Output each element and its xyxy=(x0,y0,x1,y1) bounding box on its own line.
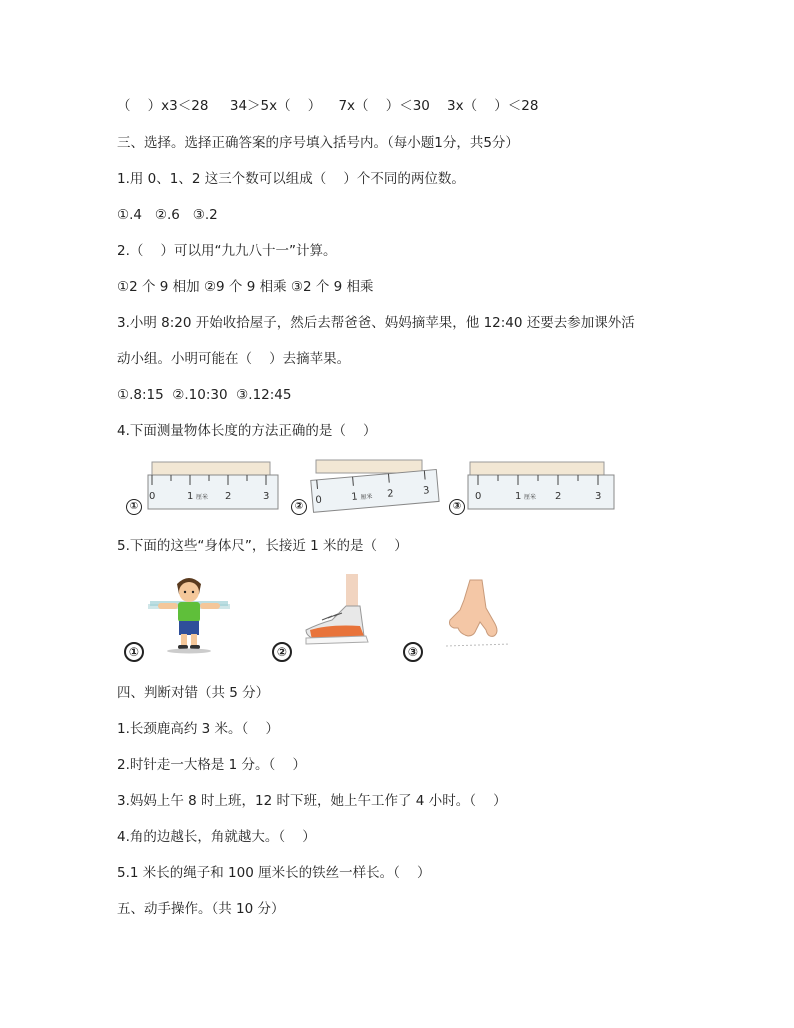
ruler-tick-label: 2 xyxy=(555,491,562,502)
ruler-tick-label: 1 xyxy=(187,491,194,502)
ruler-option-1-mark: ① xyxy=(126,499,142,515)
ruler-figure-2 xyxy=(308,456,444,514)
ruler-figure-3 xyxy=(466,458,618,514)
question-3-line2: 动小组。小明可能在（ ）去摘苹果。 xyxy=(117,351,351,367)
body-option-1-mark: ① xyxy=(124,642,144,662)
ruler-tick-label: 3 xyxy=(263,491,270,502)
ruler-unit-label: 厘米 xyxy=(360,493,373,502)
measured-object xyxy=(152,462,270,475)
question-1: 1.用 0、1、2 这三个数可以组成（ ）个不同的两位数。 xyxy=(117,171,465,187)
ruler-figure-1 xyxy=(146,458,286,514)
measured-object xyxy=(316,460,422,473)
section-5-heading: 五、动手操作。（共 10 分） xyxy=(117,901,285,917)
ruler-tick-label: 3 xyxy=(422,485,430,497)
ruler-option-3-mark: ③ xyxy=(449,499,465,515)
question-3-options: ①.8:15 ②.10:30 ③.12:45 xyxy=(117,387,292,403)
measured-object xyxy=(470,462,604,475)
question-3-line1: 3.小明 8:20 开始收拾屋子，然后去帮爸爸、妈妈摘苹果，他 12:40 还要去参加课外活 xyxy=(117,315,635,331)
body-option-3-mark: ③ xyxy=(403,642,423,662)
ruler-body xyxy=(468,475,614,509)
question-4: 4.下面测量物体长度的方法正确的是（ ） xyxy=(117,423,377,439)
question-1-options: ①.4 ②.6 ③.2 xyxy=(117,207,218,223)
body-option-2-mark: ② xyxy=(272,642,292,662)
ruler-tick-label: 2 xyxy=(225,491,232,502)
section-3-heading: 三、选择。选择正确答案的序号填入括号内。（每小题1分，共5分） xyxy=(117,135,519,151)
judge-2: 2.时针走一大格是 1 分。（ ） xyxy=(117,757,306,773)
question-2-options: ①2 个 9 相加 ②9 个 9 相乘 ③2 个 9 相乘 xyxy=(117,279,374,295)
ruler-body xyxy=(311,469,439,512)
ruler-tick-label: 1 xyxy=(515,491,522,502)
ruler-tick-label: 0 xyxy=(475,491,482,502)
hand-span-image xyxy=(440,574,516,656)
ruler-tick-label: 1 xyxy=(350,491,359,503)
arm-span-image xyxy=(148,572,230,654)
foot-length-image xyxy=(300,572,380,656)
q-inequalities: （ ）x3＜28 34＞5x（ ） 7x（ ）＜30 3x（ ）＜28 xyxy=(117,98,539,114)
ruler-tick-label: 3 xyxy=(595,491,602,502)
judge-1: 1.长颈鹿高约 3 米。（ ） xyxy=(117,721,279,737)
judge-5: 5.1 米长的绳子和 100 厘米长的铁丝一样长。（ ） xyxy=(117,865,431,881)
ruler-body xyxy=(148,475,278,509)
question-2: 2.（ ）可以用“九九八十一”计算。 xyxy=(117,243,337,259)
question-5: 5.下面的这些“身体尺”，长接近 1 米的是（ ） xyxy=(117,538,408,554)
ruler-option-2-mark: ② xyxy=(291,499,307,515)
section-4-heading: 四、判断对错（共 5 分） xyxy=(117,685,270,701)
ruler-tick-label: 2 xyxy=(386,488,395,500)
ruler-tick-label: 0 xyxy=(149,491,156,502)
ruler-tick-label: 0 xyxy=(315,494,323,507)
judge-4: 4.角的边越长，角就越大。（ ） xyxy=(117,829,316,845)
judge-3: 3.妈妈上午 8 时上班，12 时下班，她上午工作了 4 小时。（ ） xyxy=(117,793,507,809)
ruler-unit-label: 厘米 xyxy=(196,494,209,501)
ruler-unit-label: 厘米 xyxy=(524,494,537,501)
